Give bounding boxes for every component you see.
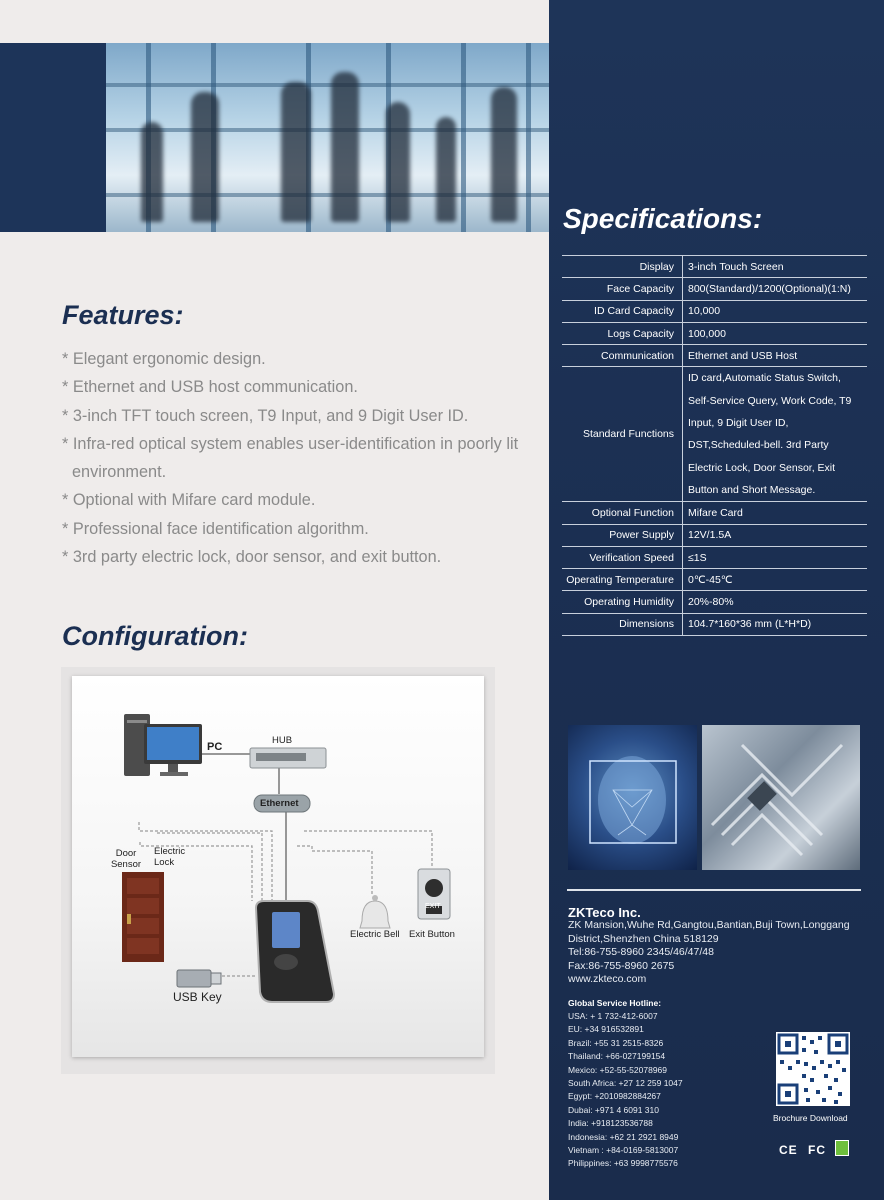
feature-item: * 3-inch TFT touch screen, T9 Input, and 9 Digit User ID. [62,406,469,425]
qr-code-icon[interactable] [776,1032,850,1106]
door-sensor-label: Door Sensor [110,848,142,870]
table-row: Power Supply 12V/1.5A [562,524,867,546]
table-row: Operating Temperature 0℃-45℃ [562,569,867,591]
ethernet-label: Ethernet [260,798,299,809]
specifications-title: Specifications: [563,203,763,234]
table-row: Communication Ethernet and USB Host [562,345,867,367]
hotline-list [568,1010,683,1171]
electric-lock-label: Electric Lock [154,846,186,868]
features-list [62,345,532,571]
exit-plate-label: EXIT [425,903,441,910]
company-name: ZKTeco Inc. [568,905,641,920]
header-photo [106,43,549,232]
table-row: Operating Humidity 20%-80% [562,591,867,613]
rohs-icon [835,1140,849,1156]
list-item: Egypt: +2010982884267 [568,1091,661,1102]
configuration-title: Configuration: [62,621,248,651]
company-address: ZK Mansion,Wuhe Rd,Gangtou,Bantian,Buji Town,Longgang District,Shenzhen China 518129 Tel:86-755-8960 2345/46/47/48 Fax:86-755-8960 2675 www.zkteco.com [568,919,850,985]
feature-item: * Professional face identification algorithm. [62,519,369,538]
feature-item: * Elegant ergonomic design. [62,350,266,368]
list-item: USA: + 1 732-412-6007 [568,1011,658,1021]
list-item: Vietnam : +84-0169-5813007 [568,1145,679,1156]
features-title: Features: [62,300,184,330]
divider [567,889,861,891]
hotline-title: Global Service Hotline: [568,998,662,1008]
list-item: Brazil: +55 31 2515-8326 [568,1037,664,1048]
table-row: Optional Function Mifare Card [562,502,867,524]
rfid-card-image [702,725,860,870]
feature-item: * Optional with Mifare card module. [62,491,316,510]
qr-label: Brochure Download [773,1113,848,1123]
table-row: Dimensions 104.7*160*36 mm (L*H*D) [562,613,867,635]
door-icon [122,872,164,962]
hub-icon [250,748,326,768]
fcc-mark: FC [808,1143,827,1157]
exit-button-label: Exit Button [409,929,455,940]
table-row: Standard Functions ID card,Automatic Status Switch, Self-Service Query, Work Code, T9 Input, 9 Digit User ID, DST,Scheduled-bell. 3rd Party Electric Lock, Door Sensor, Exit Button and Short Message. [562,367,867,502]
configuration-diagram [61,667,495,1074]
list-item: EU: +34 916532891 [568,1024,644,1035]
feature-item: * Ethernet and USB host communication. [62,378,358,397]
pc-icon [124,714,202,776]
face-recognition-image [568,725,697,870]
certification-marks [779,1140,849,1157]
table-row: ID Card Capacity 10,000 [562,300,867,322]
list-item: Thailand: +66-027199154 [568,1051,666,1062]
feature-item: * Infra-red optical system enables user-identification in poorly lit environment. [62,434,519,482]
usb-key-icon [177,970,221,987]
diagram-card [72,676,484,1057]
electric-bell-label: Electric Bell [350,929,400,940]
list-item: India: +918123536788 [568,1118,653,1129]
specifications-table [562,255,867,636]
list-item: Philippines: +63 9998775576 [568,1158,678,1169]
table-row: Display 3-inch Touch Screen [562,256,867,278]
table-row: Verification Speed ≤1S [562,546,867,568]
usb-key-label: USB Key [173,990,222,1004]
hub-label: HUB [272,735,293,746]
pc-label: PC [207,741,223,753]
table-row: Logs Capacity 100,000 [562,322,867,344]
table-row: Face Capacity 800(Standard)/1200(Optional)(1:N) [562,278,867,300]
list-item: Indonesia: +62 21 2921 8949 [568,1131,679,1142]
list-item: Dubai: +971 4 6091 310 [568,1104,659,1115]
electric-bell-icon [360,895,390,928]
list-item: South Africa: +27 12 259 1047 [568,1078,683,1089]
list-item: Mexico: +52-55-52078969 [568,1064,667,1075]
ce-mark: CE [779,1143,798,1157]
face-terminal-icon [256,901,334,1002]
feature-item: * 3rd party electric lock, door sensor, and exit button. [62,548,442,567]
